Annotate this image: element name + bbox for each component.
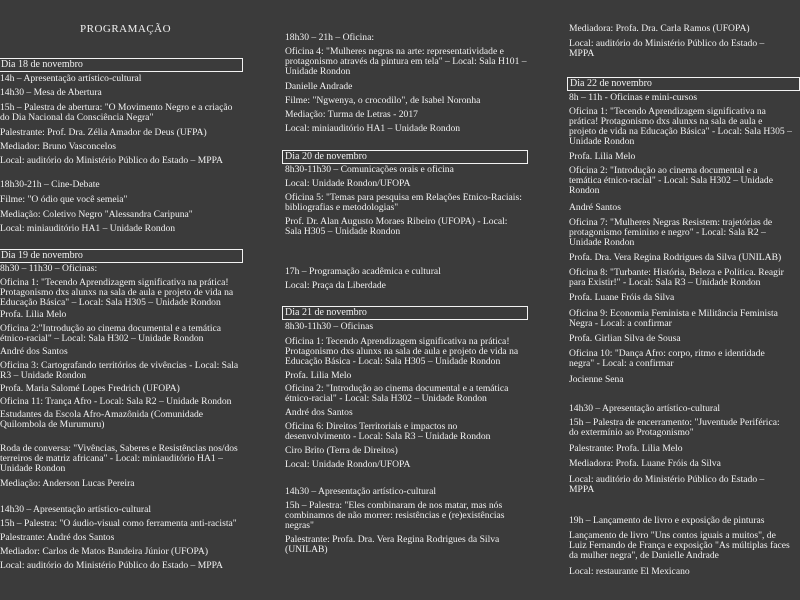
program-line: étnico-racial" - Local: Sala H302 – Unidade Rondon [285, 394, 487, 404]
program-line: Oficina 11: Trança Afro - Local: Sala R2 – Unidade Rondon [0, 397, 232, 407]
program-line: Mediador: Carlos de Matos Bandeira Júnior (UFOPA) [0, 547, 209, 557]
program-line: temática étnico-racial" - Local: Sala H302 – Unidade [569, 176, 773, 186]
program-line: 15h – Palestra: "O áudio-visual como ferramenta anti-racista" [0, 519, 237, 529]
program-line: protagonismo através da pintura em tela" – Local: Sala H101 – [285, 57, 527, 67]
program-line: 8h – 11h - Oficinas e mini-cursos [569, 93, 698, 103]
program-line: Unidade Rondon [0, 464, 66, 474]
program-line: Palestrante: Prof. Dra. Zélia Amador de Deus (UFPA) [0, 128, 207, 138]
program-line: Oficina 1: "Tecendo Aprendizagem significativa na prática! [0, 278, 229, 288]
program-line: Prof. Dr. Alan Augusto Moraes Ribeiro (UFOPA) - Local: [285, 217, 508, 227]
program-line: Profa. Girlian Silva de Sousa [569, 334, 681, 344]
program-line: Oficina 1: Tecendo Aprendizagem significativa na prática! [285, 337, 510, 347]
program-line: negra" - Local: a confirmar [569, 359, 674, 369]
program-line: André dos Santos [285, 408, 353, 418]
program-line: Local: Praça da Liberdade [285, 281, 386, 291]
program-line: Unidade Rondon [285, 67, 351, 77]
program-line: Palestrante: Profa. Lilia Melo [569, 444, 683, 454]
program-line: Local: Unidade Rondon/UFOPA [285, 179, 411, 189]
program-line: André Santos [569, 203, 621, 213]
program-line: 18h30 – 21h – Oficina: [285, 33, 374, 43]
program-line: Oficina 9: Economia Feminista e Militância Feminista [569, 309, 778, 319]
program-line: para Existir!" - Local: Sala R3 – Unidade Rondon [569, 278, 761, 288]
program-line: Ciro Brito (Terra de Direitos) [285, 446, 398, 456]
program-line: prática! Protagonismo dxs alunxs na sala de aula e [569, 117, 763, 127]
program-line: (UNILAB) [285, 545, 328, 555]
program-line: 14h30 – Mesa de Abertura [0, 88, 102, 98]
program-line: Oficina 4: "Mulheres negras na arte: representatividade e [285, 47, 504, 57]
program-line: 15h – Palestra de abertura: "O Movimento Negro e a criação [0, 103, 233, 113]
program-line: combinamos de não morrer: resistências e (re)existências [285, 511, 505, 521]
program-line: Protagonismo dxs alunxs na sala de aula e projeto de vida na [0, 288, 234, 298]
day-header: Dia 22 de novembro [567, 77, 800, 91]
program-line: Protagonismo dxs alunxs na sala de aula e projeto de vida na [285, 347, 519, 357]
program-line: 14h – Apresentação artístico-cultural [0, 74, 142, 84]
program-line: Luiz Fernando de França e exposição "As múltiplas faces [569, 541, 790, 551]
program-line: Oficina 5: "Temas para pesquisa em Relações Étnico-Raciais: [285, 193, 522, 203]
program-line: Local: Unidade Rondon/UFOPA [285, 460, 411, 470]
program-line: Oficina 3: Cartografando territórios de vivências - Local: Sala [0, 361, 239, 371]
program-line: Mediadora: Profa. Luane Fróis da Silva [569, 459, 721, 469]
program-line: Quilombola de Murumuru) [0, 420, 105, 430]
program-line: Filme: "Ngwenya, o crocodilo", de Isabel Noronha [285, 96, 481, 106]
program-line: negras" [285, 521, 314, 531]
program-line: Mediador: Bruno Vasconcelos [0, 142, 116, 152]
program-line: Local: auditório do Ministério Público do Estado – [569, 475, 765, 485]
program-line: Palestrante: Profa. Dra. Vera Regina Rodrigues da Silva [285, 535, 500, 545]
program-line: 14h30 – Apresentação artístico-cultural [0, 505, 152, 515]
program-line: bibliografias e metodologias" [285, 203, 399, 213]
program-line: Negra - Local: a confirmar [569, 319, 672, 329]
program-line: da mulher negra", de Danielle Andrade [569, 551, 719, 561]
program-line: Local: auditório do Ministério Público do Estado – MPPA [0, 561, 223, 571]
program-line: Profa. Lilia Melo [285, 371, 352, 381]
program-line: terreiros de matriz africana" - Local: miniauditório HA1 – [0, 454, 223, 464]
program-line: 14h30 – Apresentação artístico-cultural [569, 404, 721, 414]
program-line: Oficina 1: "Tecendo Aprendizagem significativa na [569, 107, 766, 117]
day-header: Dia 18 de novembro [0, 58, 243, 72]
program-line: Profa. Luane Fróis da Silva [569, 293, 675, 303]
day-header: Dia 19 de novembro [0, 249, 243, 263]
program-line: Mediação: Turma de Letras - 2017 [285, 110, 418, 120]
program-line: Oficina 10: "Dança Afro: corpo, ritmo e identidade [569, 349, 765, 359]
program-line: Oficina 2:"Introdução ao cinema documental e a temática [0, 324, 222, 334]
program-line: 17h – Programação acadêmica e cultural [285, 267, 441, 277]
program-line: Educação Básica" – Local: Sala H305 – Unidade Rondon [0, 298, 221, 308]
program-line: Local: auditório do Ministério Público do Estado – MPPA [0, 156, 223, 166]
program-line: Unidade Rondon [569, 238, 635, 248]
page-title: PROGRAMAÇÃO [80, 23, 172, 35]
program-line: projeto de vida na Educação Básica" - Local: Sala H305 – [569, 127, 792, 137]
program-line: Oficina 8: "Turbante: História, Beleza e Política. Reagir [569, 268, 784, 278]
program-line: Sala H305 – Unidade Rondon [285, 227, 401, 237]
program-line: Mediação: Anderson Lucas Pereira [0, 479, 135, 489]
program-line: Rondon [569, 186, 600, 196]
program-line: MPPA [569, 485, 595, 495]
program-line: Oficina 2: "Introdução ao cinema documental e a [569, 166, 758, 176]
program-line: 14h30 – Apresentação artístico-cultural [285, 487, 437, 497]
program-line: R3 – Unidade Rondon [0, 371, 87, 381]
program-line: Roda de conversa: "Vivências, Saberes e Resistências nos/dos [0, 444, 238, 454]
program-line: Danielle Andrade [285, 82, 353, 92]
program-line: Profa. Dra. Vera Regina Rodrigues da Silva (UNILAB) [569, 253, 782, 263]
program-line: 8h30-11h30 – Oficinas [285, 322, 374, 332]
program-line: Profa. Lilia Melo [0, 310, 67, 320]
program-line: 8h30 – 11h30 – Oficinas: [0, 264, 98, 274]
program-line: Profa. Maria Salomé Lopes Fredrich (UFOPA) [0, 384, 180, 394]
program-line: 18h30-21h – Cine-Debate [0, 180, 100, 190]
program-line: desenvolvimento - Local: Sala R3 – Unidade Rondon [285, 432, 491, 442]
program-line: 8h30-11h30 – Comunicações orais e oficina [285, 165, 454, 175]
program-line: protagonismo feminino e negro" - Local: Sala R2 – [569, 228, 766, 238]
program-line: Oficina 2: "Introdução ao cinema documental e a temática [285, 384, 509, 394]
day-header: Dia 21 de novembro [282, 306, 528, 320]
program-line: do extermínio ao Protagonismo" [569, 428, 694, 438]
program-line: Lançamento de livro "Uns contos iguais a muitos", de [569, 531, 776, 541]
program-line: Oficina 7: "Mulheres Negras Resistem: trajetórias de [569, 218, 773, 228]
program-line: Filme: "O ódio que você semeia" [0, 195, 128, 205]
program-line: do Dia Nacional da Consciência Negra" [0, 113, 154, 123]
program-line: Profa. Lilia Melo [569, 152, 636, 162]
program-line: étnico-racial" – Local: Sala H302 – Unidade Rondon [0, 334, 204, 344]
program-line: 15h – Palestra: "Eles combinaram de nos matar, mas nós [285, 501, 503, 511]
program-line: Estudantes da Escola Afro-Amazônida (Comunidade [0, 410, 204, 420]
program-line: Local: miniauditório HA1 – Unidade Rondon [0, 224, 176, 234]
day-header: Dia 20 de novembro [282, 150, 528, 164]
program-line: Local: auditório do Ministério Público do Estado – [569, 39, 765, 49]
program-line: Educação Básica - Local: Sala H305 – Unidade Rondon [285, 357, 501, 367]
program-line: Mediação: Coletivo Negro "Alessandra Caripuna" [0, 210, 193, 220]
program-line: Local: miniauditório HA1 – Unidade Rondon [285, 124, 461, 134]
program-line: Unidade Rondon [569, 137, 635, 147]
program-line: Oficina 6: Direitos Territoriais e impactos no [285, 422, 458, 432]
program-line: Jocienne Sena [569, 375, 624, 385]
program-line: MPPA [569, 49, 595, 59]
program-line: Palestrante: André dos Santos [0, 533, 115, 543]
program-line: Local: restaurante El Mexicano [569, 567, 690, 577]
program-line: 15h – Palestra de encerramento: "Juventude Periférica: [569, 418, 780, 428]
program-line: André dos Santos [0, 347, 68, 357]
program-line: Mediadora: Profa. Dra. Carla Ramos (UFOPA) [569, 24, 750, 34]
program-line: 19h – Lançamento de livro e exposição de pinturas [569, 516, 765, 526]
